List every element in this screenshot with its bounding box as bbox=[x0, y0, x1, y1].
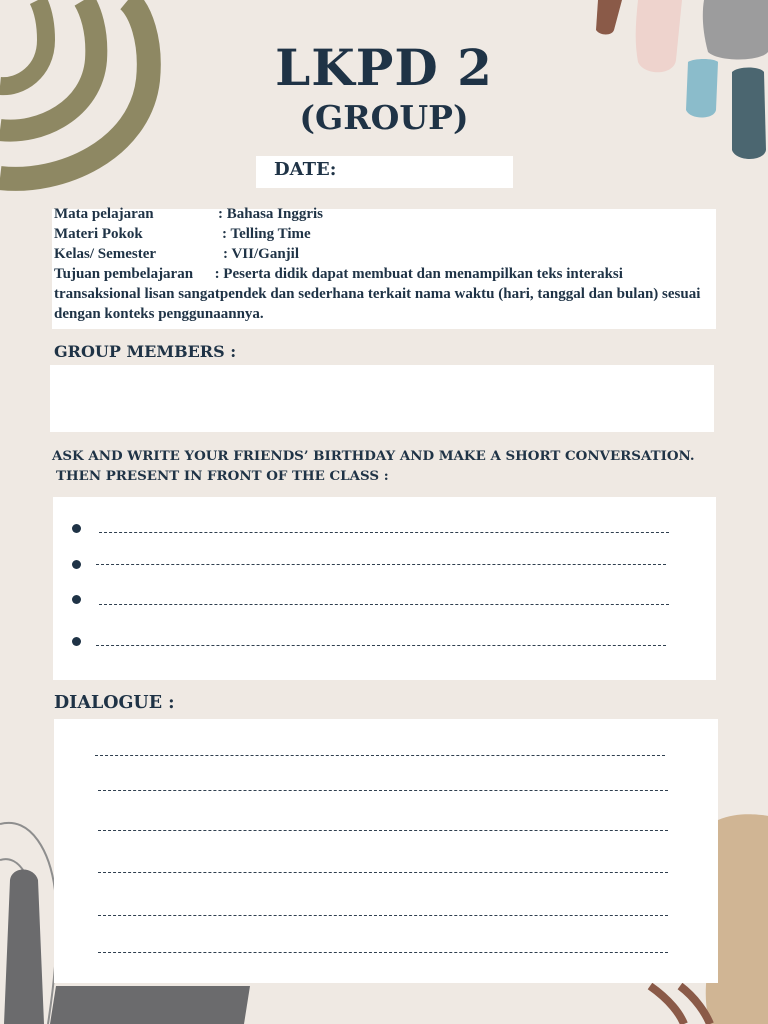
dialogue-box bbox=[54, 719, 718, 983]
page-subtitle: (GROUP) bbox=[299, 98, 469, 137]
dialogue-line-3[interactable] bbox=[98, 830, 668, 831]
bullet-3 bbox=[72, 595, 81, 604]
answer-line-3[interactable] bbox=[99, 604, 669, 605]
group-members-field[interactable] bbox=[50, 365, 714, 432]
objective-text: : Peserta didik dapat membuat dan menampilkan teks interaksi transaksional lisan sangatpendek dan sederhana terkait nama waktu (hari, tanggal dan bulan) sesuai dengan konteks penggunaannya. bbox=[54, 266, 701, 322]
class-value: : VII/Ganjil bbox=[223, 246, 299, 262]
answer-line-1[interactable] bbox=[99, 532, 669, 533]
instruction-text bbox=[52, 446, 752, 486]
dialogue-line-5[interactable] bbox=[98, 915, 668, 916]
page-title: LKPD 2 bbox=[275, 38, 493, 97]
group-members-label: GROUP MEMBERS : bbox=[54, 342, 237, 361]
topic-value: : Telling Time bbox=[222, 226, 311, 242]
dialogue-line-4[interactable] bbox=[98, 872, 668, 873]
birthday-answers-box bbox=[53, 497, 716, 680]
date-label: DATE: bbox=[274, 159, 337, 180]
instruction-line-2: THEN PRESENT IN FRONT OF THE CLASS : bbox=[56, 468, 389, 484]
topic-label: Materi Pokok bbox=[54, 226, 143, 242]
dialogue-label: DIALOGUE : bbox=[54, 693, 175, 713]
objective-paragraph bbox=[54, 264, 704, 324]
date-field[interactable] bbox=[256, 156, 513, 188]
dialogue-line-6[interactable] bbox=[98, 952, 668, 953]
subject-value: : Bahasa Inggris bbox=[218, 206, 324, 222]
bullet-2 bbox=[72, 560, 81, 569]
objective-label: Tujuan pembelajaran bbox=[54, 266, 194, 282]
subject-label: Mata pelajaran bbox=[54, 206, 154, 222]
bullet-1 bbox=[72, 524, 81, 533]
bullet-4 bbox=[72, 637, 81, 646]
answer-line-2[interactable] bbox=[96, 564, 666, 565]
answer-line-4[interactable] bbox=[96, 645, 666, 646]
dialogue-line-1[interactable] bbox=[95, 755, 665, 756]
class-label: Kelas/ Semester bbox=[54, 246, 157, 262]
instruction-line-1: ASK AND WRITE YOUR FRIENDS’ BIRTHDAY AND MAKE A SHORT CONVERSATION. bbox=[52, 448, 695, 464]
lesson-info-box bbox=[52, 206, 716, 329]
dialogue-line-2[interactable] bbox=[98, 790, 668, 791]
